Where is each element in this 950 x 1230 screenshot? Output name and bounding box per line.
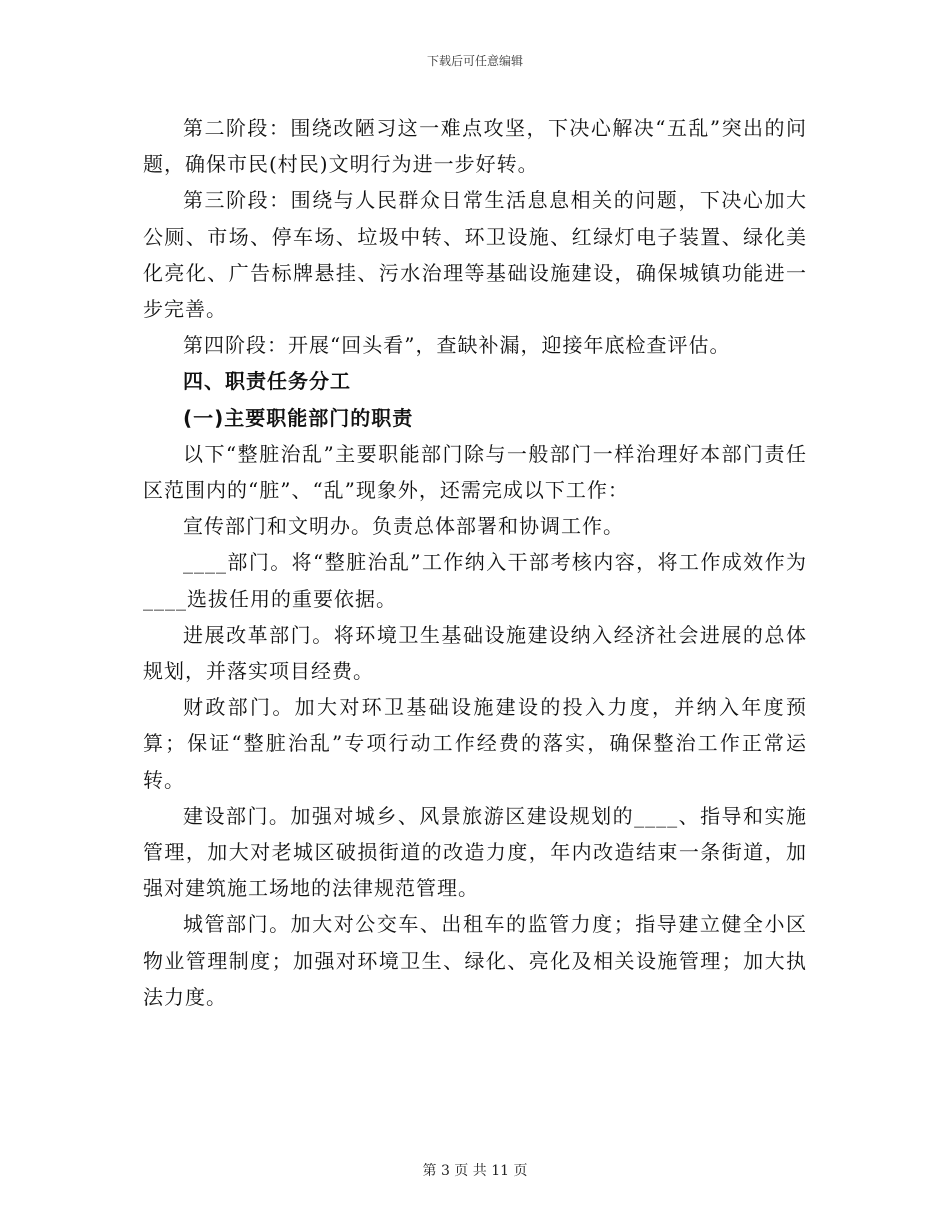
section-heading-duties: 四、职责任务分工	[183, 369, 351, 394]
paragraph-stage-three: 第三阶段：围绕与人民群众日常生活息息相关的问题，下决心加大公厕、市场、停车场、垃圾中转、环卫设施、红绿灯电子装置、绿化美化亮化、广告标牌悬挂、污水治理等基础设施建设，确保城镇功能进一步完善。	[143, 188, 807, 322]
page-header-note: 下载后可任意编辑	[426, 54, 523, 68]
paragraph-stage-four: 第四阶段：开展“回头看”，查缺补漏，迎接年底检查评估。	[183, 333, 731, 358]
paragraph-blank-department: ____部门。将“整脏治乱”工作纳入干部考核内容，将工作成效作为____选拔任用的重要依据。	[143, 550, 807, 611]
paragraph-reform-department: 进展改革部门。将环境卫生基础设施建设纳入经济社会进展的总体规划，并落实项目经费。	[143, 622, 807, 684]
paragraph-publicity-department: 宣传部门和文明办。负责总体部署和协调工作。	[183, 514, 624, 539]
paragraph-intro-departments: 以下“整脏治乱”主要职能部门除与一般部门一样治理好本部门责任区范围内的“脏”、“乱”现象外，还需完成以下工作：	[143, 441, 807, 503]
paragraph-construction-department: 建设部门。加强对城乡、风景旅游区建设规划的____、指导和实施管理，加大对老城区破损街道的改造力度，年内改造结束一条街道，加强对建筑施工场地的法律规范管理。	[143, 803, 807, 901]
subsection-heading-main-departments: (一)主要职能部门的职责	[183, 405, 414, 430]
document-body	[143, 110, 807, 1015]
paragraph-urban-management-department: 城管部门。加大对公交车、出租车的监管力度；指导建立健全小区物业管理制度；加强对环境卫生、绿化、亮化及相关设施管理；加大执法力度。	[143, 912, 807, 1009]
paragraph-finance-department: 财政部门。加大对环卫基础设施建设的投入力度，并纳入年度预算；保证“整脏治乱”专项行动工作经费的落实，确保整治工作正常运转。	[143, 695, 807, 792]
page-number-footer: 第 3 页 共 11 页	[422, 1163, 528, 1179]
paragraph-stage-two: 第二阶段：围绕改陋习这一难点攻坚，下决心解决“五乱”突出的问题，确保市民(村民)文明行为进一步好转。	[143, 116, 807, 177]
